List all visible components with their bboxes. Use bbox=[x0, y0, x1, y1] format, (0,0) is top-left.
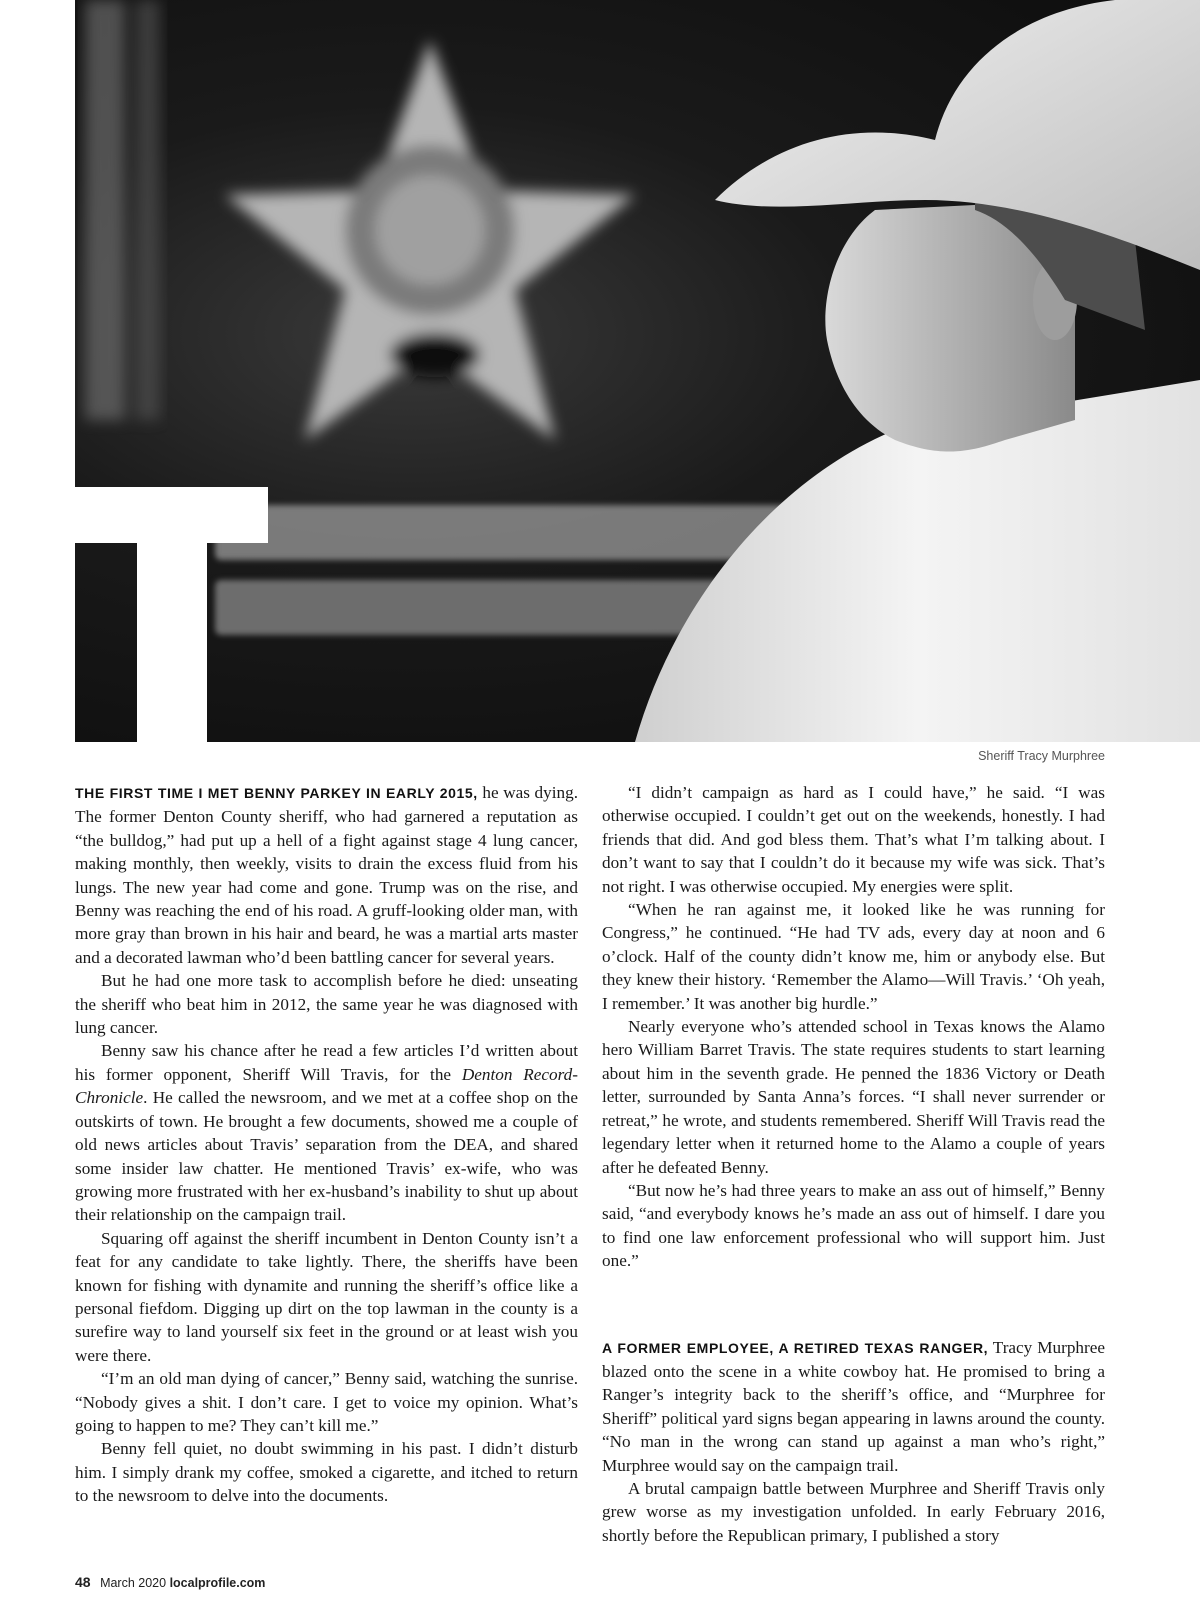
paragraph: But he had one more task to accomplish before he died: unseating the sheriff who beat him in 2012, the same year he was diagnosed with lung cancer. bbox=[75, 971, 578, 1038]
issue-date: March 2020 bbox=[100, 1576, 167, 1590]
lead-in: A FORMER EMPLOYEE, A RETIRED TEXAS RANGER, bbox=[602, 1339, 989, 1356]
website-link[interactable]: localprofile.com bbox=[169, 1576, 266, 1590]
page-number: 48 bbox=[75, 1574, 91, 1590]
paragraph: Benny fell quiet, no doubt swimming in his past. I didn’t disturb him. I simply drank my coffee, smoked a cigarette, and itched to return to the newsroom to delve into the documents. bbox=[75, 1439, 578, 1506]
paragraph-text: Tracy Murphree blazed onto the scene in a white cowboy hat. He promised to bring a Ranger’s integrity back to the sheriff’s office, and “Murphree for Sheriff” political yard signs began appearing in lawns around the county. “No man in the wrong can stand up against a man who’s right,” Murphree would say on the campaign trail. bbox=[602, 1337, 1105, 1475]
paragraph bbox=[75, 781, 578, 969]
article-column-right bbox=[602, 781, 1105, 1547]
publication-title: Denton Record-Chronicle bbox=[75, 1064, 578, 1108]
drop-cap-stem bbox=[137, 487, 207, 742]
article-column-left bbox=[75, 781, 578, 1508]
badge-star-shape bbox=[225, 40, 635, 440]
lead-in: THE FIRST TIME I MET BENNY PARKEY IN EARLY 2015, bbox=[75, 785, 478, 801]
paragraph-text: . He called the newsroom, and we met at a coffee shop on the outskirts of town. He brought a few documents, showed me a couple of old news articles about Travis’ separation from the DEA, and shared some insider law chatter. He mentioned Travis’ ex-wife, who was growing more frustrated with her ex-husband’s inability to shut up about their relationship on the campaign trail. bbox=[75, 1088, 578, 1225]
paragraph: “I didn’t campaign as hard as I could have,” he said. “I was otherwise occupied. I couldn’t get out on the weekends, honestly. I had friends that did. And god bless them. That’s what I’m talking about. I don’t want to say that I couldn’t do it because my wife was sick. That’s not right. I was otherwise occupied. My energies were split. bbox=[602, 783, 1105, 896]
paragraph bbox=[75, 1039, 578, 1226]
paragraph: Nearly everyone who’s attended school in Texas knows the Alamo hero William Barret Travis. The state requires students to start learning about him in the seventh grade. He penned the 1836 Victory or Death letter, surrounded by Santa Anna’s forces. “I shall never surrender or retreat,” he wrote, and students remembered. Sheriff Will Travis read the legendary letter when it returned home to the Alamo a couple of years after he defeated Benny. bbox=[602, 1017, 1105, 1177]
paragraph-text: Benny saw his chance after he read a few articles I’d written about his former opponent, Sheriff Will Travis, for the bbox=[75, 1041, 578, 1084]
page-footer bbox=[75, 1574, 265, 1590]
paragraph-text: he was dying. The former Denton County sheriff, who had garnered a reputation as “the bulldog,” had put up a hell of a fight against stage 4 lung cancer, making monthly, then weekly, visits to drain the excess fluid from his lungs. The new year had come and gone. Trump was on the rise, and Benny was reaching the end of his road. A gruff-looking older man, with more gray than brown in his hair and beard, he was a martial arts master and a decorated lawman who’d been battling cancer for several years. bbox=[75, 783, 578, 967]
paragraph: “I’m an old man dying of cancer,” Benny said, watching the sunrise. “Nobody gives a shit. I don’t care. I get to voice my opinion. What’s going to happen to me? They can’t kill me.” bbox=[75, 1369, 578, 1435]
section-break bbox=[602, 1273, 1105, 1336]
paragraph: A brutal campaign battle between Murphree and Sheriff Travis only grew worse as my investigation unfolded. In early February 2016, shortly before the Republican primary, I published a story bbox=[602, 1478, 1105, 1545]
paragraph: “But now he’s had three years to make an ass out of himself,” Benny said, “and everybody knows he’s made an ass out of himself. I dare you to find one law enforcement professional who will support him. Just one.” bbox=[602, 1180, 1105, 1271]
photo-caption: Sheriff Tracy Murphree bbox=[978, 749, 1105, 763]
paragraph: Squaring off against the sheriff incumbent in Denton County isn’t a feat for any candidate to take lightly. There, the sheriffs have been known for fishing with dynamite and running the sheriff’s office like a personal fiefdom. Digging up dirt on the top lawman in the county is a surefire way to land yourself six feet in the ground or at least wish you were there. bbox=[75, 1228, 578, 1365]
paragraph: “When he ran against me, it looked like he was running for Congress,” he continued. “He had TV ads, every day at noon and 6 o’clock. Half of the county didn’t know me, him or anybody else. But they knew their history. ‘Remember the Alamo—Will Travis.’ ‘Oh yeah, I remember.’ It was another big hurdle.” bbox=[602, 900, 1105, 1013]
drop-cap-letter bbox=[75, 487, 268, 742]
paragraph bbox=[602, 1336, 1105, 1477]
flag-shape bbox=[85, 0, 160, 420]
